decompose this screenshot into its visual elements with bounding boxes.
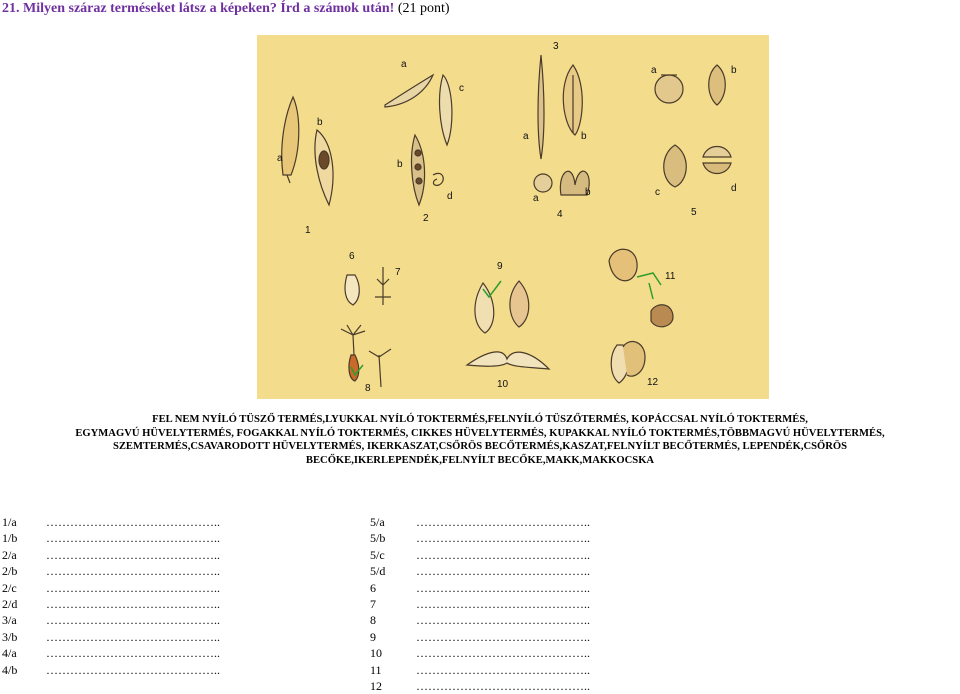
answer-row <box>2 514 220 530</box>
label-1: 1 <box>305 225 311 236</box>
fruit-3a <box>538 55 544 159</box>
answer-row <box>370 563 590 579</box>
answer-label: 4/b <box>2 662 18 677</box>
label-6: 6 <box>349 251 355 262</box>
label-5c: c <box>655 187 660 198</box>
label-4: 4 <box>557 209 563 220</box>
answer-row <box>2 645 220 661</box>
answer-row <box>2 547 220 563</box>
answer-list-left <box>2 514 220 678</box>
fruit-6 <box>345 275 359 305</box>
answer-label: 4/a <box>2 646 17 661</box>
answer-blank[interactable]: …………………………………….. <box>416 596 590 611</box>
fruit-type-list <box>0 413 960 467</box>
answer-label: 3/b <box>2 629 18 644</box>
answer-blank[interactable]: …………………………………….. <box>46 596 220 611</box>
label-3: 3 <box>553 41 559 52</box>
label-2b: b <box>397 159 403 170</box>
answer-label: 2/a <box>2 547 17 562</box>
fruit-10 <box>467 352 549 369</box>
question-text: 21. Milyen száraz terméseket látsz a képeken? Írd a számok után! <box>2 1 395 16</box>
answer-row <box>2 530 220 546</box>
question-title <box>2 0 450 17</box>
answer-blank[interactable]: …………………………………….. <box>416 662 590 677</box>
fruit-11 <box>609 249 637 281</box>
answer-blank[interactable]: …………………………………….. <box>416 613 590 628</box>
answer-row <box>370 629 590 645</box>
answer-blank[interactable]: …………………………………….. <box>416 515 590 529</box>
label-4a: a <box>533 193 539 204</box>
answer-blank[interactable]: …………………………………….. <box>46 515 220 529</box>
answer-label: 1/b <box>2 531 18 546</box>
answer-blank[interactable]: …………………………………….. <box>46 547 220 562</box>
label-2a: a <box>401 59 407 70</box>
answer-label: 2/b <box>2 564 18 579</box>
answer-blank[interactable]: …………………………………….. <box>46 613 220 628</box>
answer-row <box>370 662 590 678</box>
fruit-drawing <box>257 35 769 399</box>
answer-blank[interactable]: …………………………………….. <box>46 646 220 661</box>
label-12: 12 <box>647 377 659 388</box>
label-9: 9 <box>497 261 503 272</box>
fruit-type-line: SZEMTERMÉS,CSAVARODOTT HÜVELYTERMÉS, IKERKASZAT,CSŐRÖS BECŐTERMÉS,KASZAT,FELNYÍLT BECŐTERMÉS, LEPENDÉK,CSŐRÖS <box>112 441 848 452</box>
answer-row <box>2 596 220 612</box>
label-10: 10 <box>497 379 509 390</box>
answer-blank[interactable]: …………………………………….. <box>46 580 220 595</box>
answer-label: 5/c <box>370 547 385 562</box>
answer-label: 5/a <box>370 515 385 529</box>
fruit-2c <box>440 75 452 145</box>
answer-blank[interactable]: …………………………………….. <box>416 629 590 644</box>
answer-row <box>370 580 590 596</box>
fruit-7 <box>375 267 391 305</box>
answer-blank[interactable]: …………………………………….. <box>46 629 220 644</box>
question-points: (21 pont) <box>397 1 450 16</box>
answer-row <box>2 563 220 579</box>
answer-blank[interactable]: …………………………………….. <box>416 564 590 579</box>
fruit-5d <box>703 163 731 174</box>
answer-label: 12 <box>370 678 382 693</box>
answer-row <box>2 612 220 628</box>
fruit-illustration <box>257 35 769 399</box>
label-2: 2 <box>423 213 429 224</box>
fruit-type-line: BECŐKE,IKERLEPENDÉK,FELNYÍLT BECŐKE,MAKK,MAKKOCSKA <box>305 454 655 466</box>
answer-row <box>370 612 590 628</box>
fruit-2a <box>385 75 433 107</box>
answer-label: 5/d <box>370 564 386 579</box>
answer-row <box>370 645 590 661</box>
answer-label: 1/a <box>2 515 17 529</box>
answer-blank[interactable]: …………………………………….. <box>416 678 590 693</box>
label-3a: a <box>523 131 529 142</box>
fruit-5c <box>664 145 687 187</box>
fruit-4a <box>534 174 552 192</box>
answer-row <box>370 514 590 530</box>
label-5a: a <box>651 65 657 76</box>
label-4b: b <box>585 187 591 198</box>
label-5: 5 <box>691 207 697 218</box>
label-8: 8 <box>365 383 371 394</box>
fruit-type-line: EGYMAGVÚ HÜVELYTERMÉS, FOGAKKAL NYÍLÓ TOKTERMÉS, CIKKES HÜVELYTERMÉS, KUPAKKAL NYÍLÓ TOKTERMÉS,TÖBBMAGVÚ HÜVELYTERMÉS, <box>75 427 885 439</box>
fruit-5b <box>709 65 726 105</box>
fruit-2d <box>433 173 443 185</box>
answer-row <box>370 596 590 612</box>
label-7: 7 <box>395 267 401 278</box>
answer-blank[interactable]: …………………………………….. <box>46 564 220 579</box>
fruit-1a <box>282 97 299 175</box>
label-3b: b <box>581 131 587 142</box>
answer-blank[interactable]: …………………………………….. <box>416 580 590 595</box>
answer-label: 5/b <box>370 531 386 546</box>
label-1a: a <box>277 153 283 164</box>
fruit-5a <box>655 75 683 103</box>
label-5d: d <box>731 183 737 194</box>
answer-label: 9 <box>370 629 376 644</box>
answer-blank[interactable]: …………………………………….. <box>416 547 590 562</box>
answer-label: 3/a <box>2 613 17 628</box>
answer-row <box>370 530 590 546</box>
answer-label: 7 <box>370 596 376 611</box>
answer-label: 11 <box>370 662 382 677</box>
label-2c: c <box>459 83 464 94</box>
answer-label: 2/d <box>2 596 18 611</box>
answer-label: 10 <box>370 646 382 661</box>
answer-row <box>2 662 220 678</box>
answer-label: 2/c <box>2 580 17 595</box>
label-11: 11 <box>665 271 676 282</box>
answer-row <box>2 629 220 645</box>
answer-blank[interactable]: …………………………………….. <box>46 662 220 677</box>
label-2d: d <box>447 191 453 202</box>
answer-row <box>370 547 590 563</box>
answer-list-right <box>370 514 590 694</box>
answer-blank[interactable]: …………………………………….. <box>416 646 590 661</box>
answer-blank[interactable]: …………………………………….. <box>416 531 590 546</box>
answer-row <box>2 580 220 596</box>
answer-label: 8 <box>370 613 376 628</box>
answer-blank[interactable]: …………………………………….. <box>46 531 220 546</box>
answer-label: 6 <box>370 580 376 595</box>
label-1b: b <box>317 117 323 128</box>
fruit-type-line: FEL NEM NYÍLÓ TÜSZŐ TERMÉS,LYUKKAL NYÍLÓ TOKTERMÉS,FELNYÍLÓ TÜSZŐTERMÉS, KOPÁCCSAL NYÍLÓ TOKTERMÉS, <box>152 414 808 425</box>
label-5b: b <box>731 65 737 76</box>
